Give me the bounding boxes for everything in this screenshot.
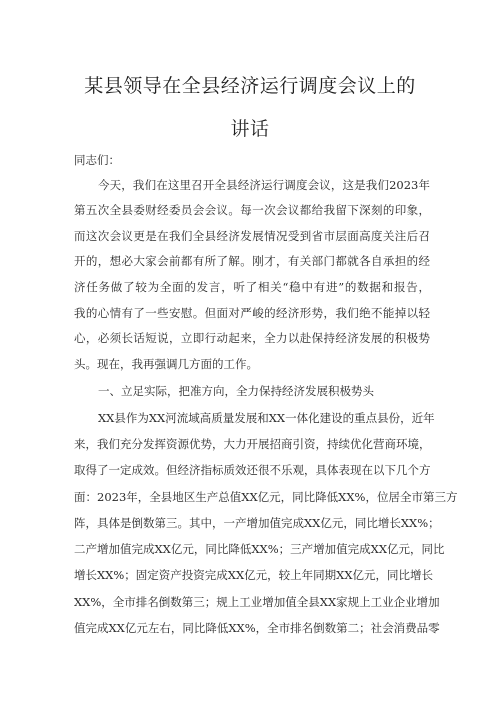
paragraph-2-line: 值完成XX亿元左右，同比降低XX%，全市排名倒数第二；社会消费品零 bbox=[74, 621, 440, 635]
section-1-heading: 一、立足实际，把准方向，全力保持经济发展积极势头 bbox=[98, 384, 374, 398]
paragraph-2-line: 取得了一定成效。但经济指标质效还很不乐观，具体表现在以下几个方 bbox=[74, 463, 431, 477]
paragraph-2-line: 面：2023年，全县地区生产总值XX亿元，同比降低XX%，位居全市第三方 bbox=[74, 490, 458, 504]
document-title-line-2: 讲话 bbox=[230, 118, 270, 140]
paragraph-2-line: XX%，全市排名倒数第三；规上工业增加值全县XX家规上工业企业增加 bbox=[74, 595, 440, 609]
document-title-line-1: 某县领导在全县经济运行调度会议上的 bbox=[84, 75, 416, 97]
paragraph-1-line: 心，必须长话短说，立即行动起来，全力以赴保持经济发展的积极势 bbox=[74, 331, 430, 345]
salutation: 同志们： bbox=[74, 153, 120, 167]
paragraph-1-line: 第五次全县委财经委员会会议。每一次会议都给我留下深刻的印象， bbox=[74, 203, 430, 217]
paragraph-2-line: XX县作为XX河流域高质量发展和XX一体化建设的重点县份，近年 bbox=[98, 411, 435, 425]
paragraph-2-line: 增长XX%；固定资产投资完成XX亿元，较上年同期XX亿元，同比增长 bbox=[74, 568, 434, 582]
paragraph-1-line: 今天，我们在这里召开全县经济运行调度会议，这是我们2023年 bbox=[98, 178, 430, 192]
paragraph-2-line: 阵，具体是倒数第三。其中，一产增加值完成XX亿元，同比增长XX%； bbox=[74, 516, 440, 530]
paragraph-2-line: 来，我们充分发挥资源优势，大力开展招商引资，持续优化营商环境， bbox=[74, 437, 431, 451]
paragraph-1-line: 我的心情有了一些安慰。但面对严峻的经济形势，我们绝不能掉以轻 bbox=[74, 306, 430, 320]
paragraph-1-line: 开的，想必大家会前都有所了解。刚才，有关部门都就各自承担的经 bbox=[74, 254, 430, 268]
paragraph-1-line: 济任务做了较为全面的发言，听了相关“稳中有进”的数据和报告， bbox=[74, 280, 430, 294]
paragraph-1-line: 而这次会议更是在我们全县经济发展情况受到省市层面高度关注后召 bbox=[74, 229, 430, 243]
paragraph-1-line: 头。现在，我再强调几方面的工作。 bbox=[74, 357, 258, 371]
paragraph-2-line: 二产增加值完成XX亿元，同比降低XX%；三产增加值完成XX亿元，同比 bbox=[74, 542, 445, 556]
